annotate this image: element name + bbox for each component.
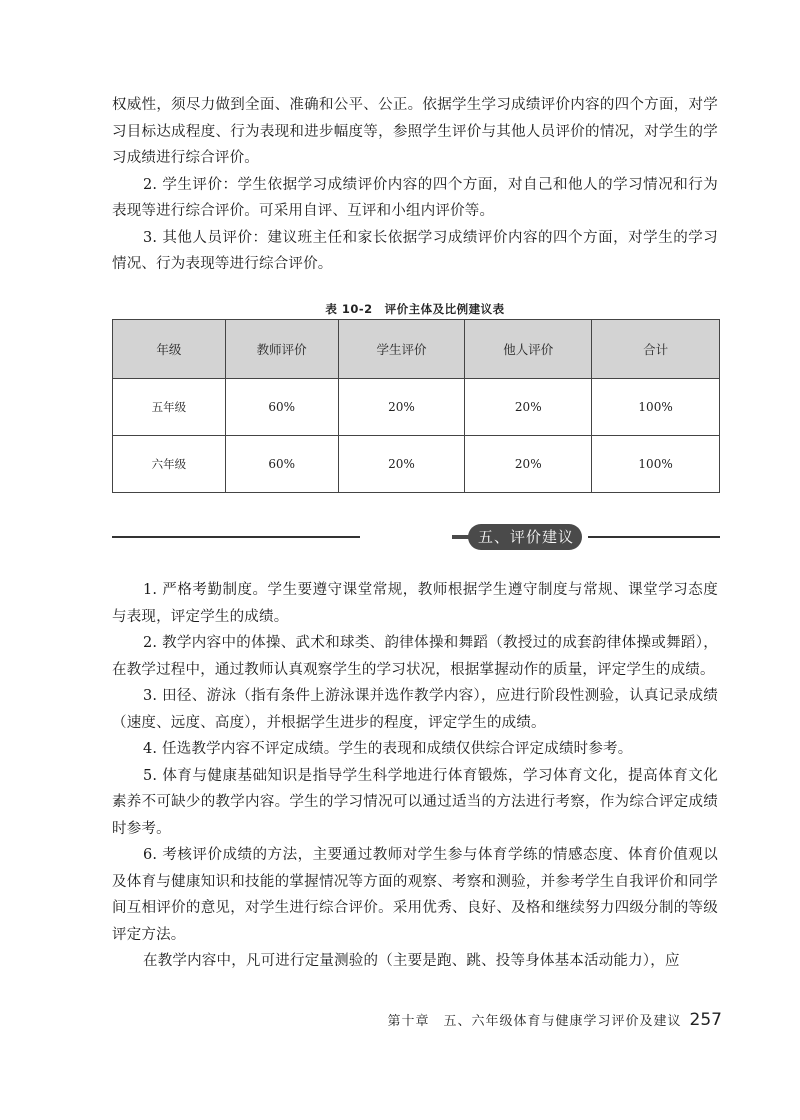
cell-total: 100% <box>592 379 720 436</box>
paragraph-optional-content: 4. 任选教学内容不评定成绩。学生的表现和成绩仅供综合评定成绩时参考。 <box>143 741 633 757</box>
section-title: 五、评价建议 <box>477 528 574 546</box>
top-text-block <box>112 92 718 278</box>
header-total: 合计 <box>592 320 720 379</box>
paragraph-student-evaluation: 2. 学生评价：学生依据学习成绩评价内容的四个方面，对自己和他人的学习情况和行为表现等进行综合评价。可采用自评、互评和小组内评价等。 <box>112 176 718 219</box>
header-teacher: 教师评价 <box>225 320 338 379</box>
section-header <box>112 524 720 550</box>
paragraph-other-evaluation: 3. 其他人员评价：建议班主任和家长依据学习成绩评价内容的四个方面，对学生的学习情况、行为表现等进行综合评价。 <box>112 229 718 272</box>
table-row <box>113 379 720 436</box>
cell-total: 100% <box>592 436 720 493</box>
footer-chapter: 第十章 五、六年级体育与健康学习评价及建议 <box>387 1014 682 1029</box>
cell-student: 20% <box>338 379 465 436</box>
page-number: 257 <box>689 1010 722 1030</box>
paragraph-gymnastics: 2. 教学内容中的体操、武术和球类、韵律体操和舞蹈（教授过的成套韵律体操或舞蹈），在教学过程中，通过教师认真观察学生的学习状况，根据掌握动作的质量，评定学生的成绩。 <box>112 635 718 678</box>
cell-others: 20% <box>465 379 592 436</box>
paragraph-attendance: 1. 严格考勤制度。学生要遵守课堂常规，教师根据学生遵守制度与常规、课堂学习态度与表现，评定学生的成绩。 <box>112 582 718 625</box>
section-rule-left <box>112 536 360 538</box>
table-caption-title: 评价主体及比例建议表 <box>384 302 505 316</box>
table-row <box>113 436 720 493</box>
header-others: 他人评价 <box>465 320 592 379</box>
cell-student: 20% <box>338 436 465 493</box>
table-header-row <box>113 320 720 379</box>
table-caption <box>112 301 718 317</box>
section-title-badge <box>360 524 588 550</box>
paragraph-assessment-method: 6. 考核评价成绩的方法，主要通过教师对学生参与体育学练的情感态度、体育价值观以及体育与健康知识和技能的掌握情况等方面的观察、考察和测验，并参考学生自我评价和同学间互相评价的意见，对学生进行综合评价。采用优秀、良好、及格和继续努力四级分制的等级评定方法。 <box>112 847 718 943</box>
bottom-text-block <box>112 577 718 975</box>
page-footer <box>370 1010 722 1030</box>
cell-teacher: 60% <box>225 379 338 436</box>
evaluation-ratio-table <box>112 319 720 493</box>
paragraph-quantitative: 在教学内容中，凡可进行定量测验的（主要是跑、跳、投等身体基本活动能力），应 <box>143 953 680 969</box>
cell-others: 20% <box>465 436 592 493</box>
cell-teacher: 60% <box>225 436 338 493</box>
cell-grade: 六年级 <box>113 436 226 493</box>
cell-grade: 五年级 <box>113 379 226 436</box>
section-rule-right <box>588 536 720 538</box>
paragraph-basic-knowledge: 5. 体育与健康基础知识是指导学生科学地进行体育锻炼，学习体育文化，提高体育文化素养不可缺少的教学内容。学生的学习情况可以通过适当的方法进行考察，作为综合评定成绩时参考。 <box>112 767 718 837</box>
table-caption-number: 表 10-2 <box>325 302 373 316</box>
paragraph-continued: 权威性，须尽力做到全面、准确和公平、公正。依据学生学习成绩评价内容的四个方面，对学习目标达成程度、行为表现和进步幅度等，参照学生评价与其他人员评价的情况，对学生的学习成绩进行综合评价。 <box>112 97 718 166</box>
header-student: 学生评价 <box>338 320 465 379</box>
paragraph-track-swimming: 3. 田径、游泳（指有条件上游泳课并选作教学内容），应进行阶段性测验，认真记录成绩（速度、远度、高度），并根据学生进步的程度，评定学生的成绩。 <box>112 688 718 731</box>
header-grade: 年级 <box>113 320 226 379</box>
